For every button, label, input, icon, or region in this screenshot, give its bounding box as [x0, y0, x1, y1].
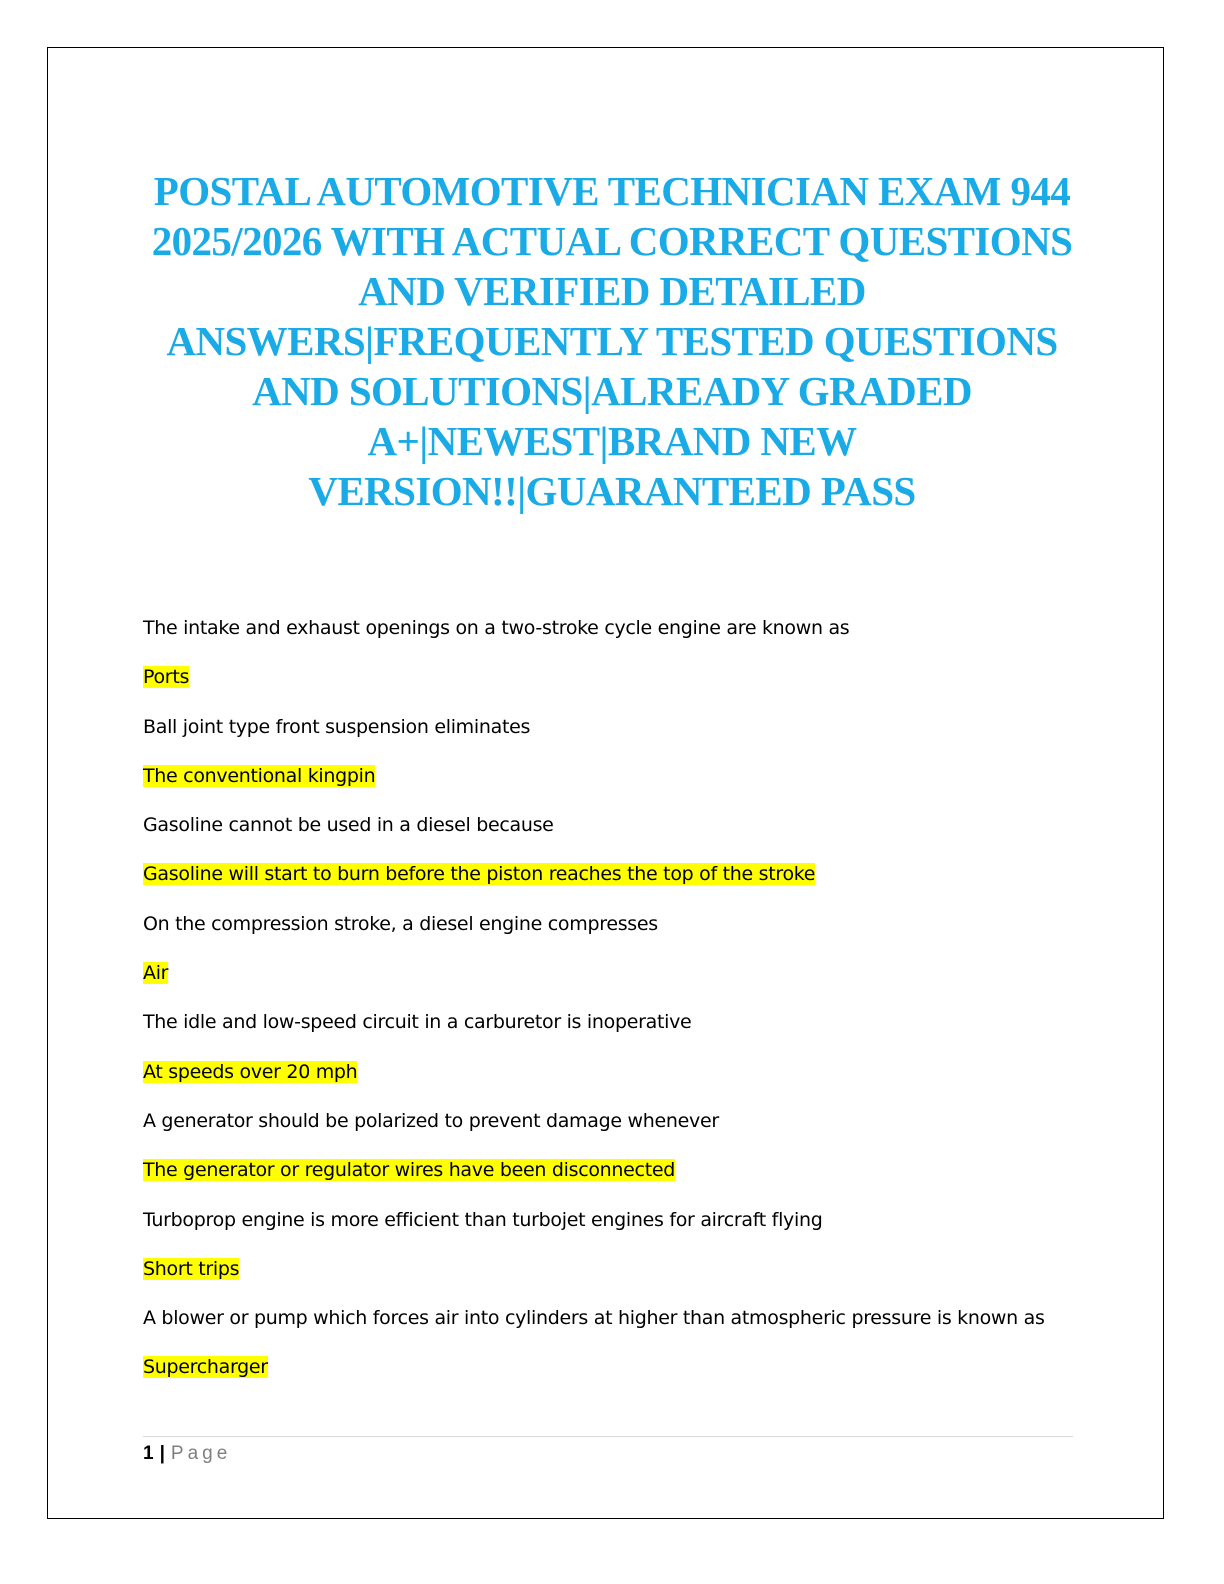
question-5: The idle and low-speed circuit in a carburetor is inoperative [143, 1011, 692, 1034]
footer-separator: | [159, 1443, 165, 1464]
footer-divider [143, 1436, 1073, 1437]
question-3: Gasoline cannot be used in a diesel because [143, 814, 554, 837]
answer-6 [143, 1153, 1073, 1187]
question-7: Turboprop engine is more efficient than turbojet engines for aircraft flying [143, 1208, 823, 1231]
page-number: 1 [143, 1443, 154, 1464]
answer-8-text: Supercharger [143, 1356, 268, 1379]
question-2: Ball joint type front suspension eliminates [143, 715, 531, 738]
question-1: The intake and exhaust openings on a two-stroke cycle engine are known as [143, 617, 850, 639]
answer-4 [143, 956, 1073, 990]
answer-7 [143, 1252, 1073, 1286]
answer-8 [143, 1350, 1073, 1384]
page-footer [143, 1441, 231, 1467]
answer-1 [143, 660, 1073, 694]
answer-1-text: Ports [143, 666, 190, 689]
answer-6-text: The generator or regulator wires have been disconnected [143, 1159, 675, 1182]
answer-5 [143, 1055, 1073, 1089]
answer-5-text: At speeds over 20 mph [143, 1060, 358, 1083]
qa-list [143, 611, 1073, 1400]
answer-2 [143, 759, 1073, 793]
answer-3 [143, 857, 1073, 891]
answer-3-text: Gasoline will start to burn before the piston reaches the top of the stroke [143, 863, 816, 886]
answer-4-text: Air [143, 962, 169, 985]
question-8: A blower or pump which forces air into cylinders at higher than atmospheric pressure is known as [143, 1307, 1045, 1330]
page-label: Page [170, 1443, 232, 1464]
document-title: POSTAL AUTOMOTIVE TECHNICIAN EXAM 944 2025/2026 WITH ACTUAL CORRECT QUESTIONS AND VERIFIED DETAILED ANSWERS|FREQUENTLY TESTED QUESTIONS AND SOLUTIONS|ALREADY GRADED A+|NEWEST|BRAND NEW VERSION!!|GUARANTEED PASS [151, 168, 1073, 514]
question-6: A generator should be polarized to prevent damage whenever [143, 1109, 719, 1132]
answer-7-text: Short trips [143, 1257, 240, 1280]
answer-2-text: The conventional kingpin [143, 764, 376, 787]
question-4: On the compression stroke, a diesel engine compresses [143, 912, 658, 935]
